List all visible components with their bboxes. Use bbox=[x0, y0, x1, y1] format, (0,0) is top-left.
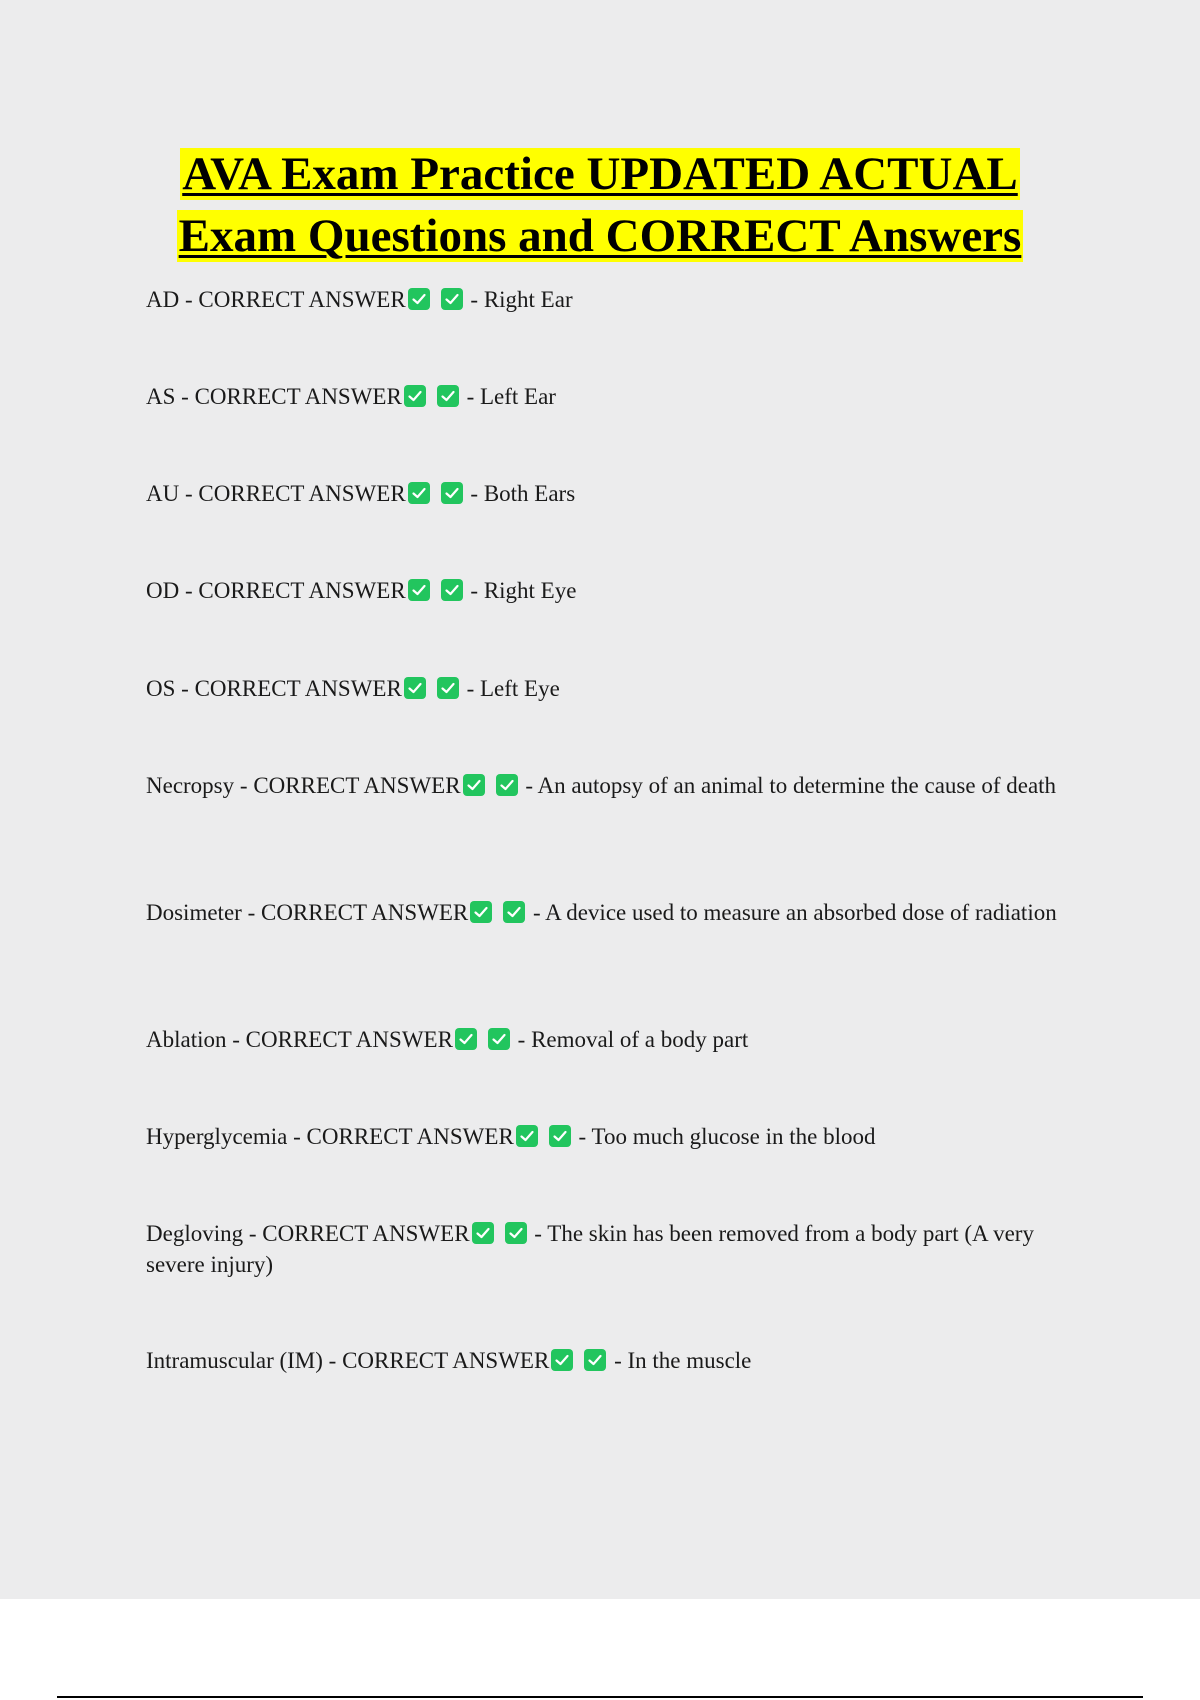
check-mark-icon bbox=[441, 579, 463, 601]
check-mark-icon bbox=[470, 901, 492, 923]
entry-label: CORRECT ANSWER bbox=[306, 1124, 514, 1149]
check-mark-icon bbox=[408, 288, 430, 310]
check-mark-icon bbox=[549, 1125, 571, 1147]
check-mark-icon bbox=[455, 1028, 477, 1050]
check-mark-icon bbox=[441, 288, 463, 310]
check-mark-icon bbox=[404, 385, 426, 407]
entry-label: CORRECT ANSWER bbox=[198, 578, 406, 603]
entry-term: OD bbox=[146, 578, 180, 603]
entry-label: CORRECT ANSWER bbox=[342, 1348, 550, 1373]
entry-definition: - Too much glucose in the blood bbox=[578, 1124, 876, 1149]
check-mark-icon bbox=[408, 579, 430, 601]
entry-definition: - Removal of a body part bbox=[517, 1027, 749, 1052]
entry-definition: - The skin has been removed from a body part (A very severe injury) bbox=[146, 1221, 1034, 1277]
check-mark-icon bbox=[488, 1028, 510, 1050]
check-mark-icon bbox=[505, 1222, 527, 1244]
check-mark-icon bbox=[463, 774, 485, 796]
entry-term: OS bbox=[146, 676, 176, 701]
check-mark-icon bbox=[408, 482, 430, 504]
qa-entry: Ablation - CORRECT ANSWER - Removal of a body part bbox=[146, 1027, 749, 1052]
document-title bbox=[0, 143, 1200, 267]
entry-term: AS bbox=[146, 384, 176, 409]
entry-label: CORRECT ANSWER bbox=[194, 676, 402, 701]
entry-definition: - An autopsy of an animal to determine the cause of death bbox=[525, 773, 1057, 798]
entry-label: CORRECT ANSWER bbox=[198, 481, 406, 506]
entry-label: CORRECT ANSWER bbox=[198, 287, 406, 312]
qa-entry: Intramuscular (IM) - CORRECT ANSWER - In the muscle bbox=[146, 1348, 752, 1373]
entry-definition: - Left Ear bbox=[466, 384, 556, 409]
entry-label: CORRECT ANSWER bbox=[194, 384, 402, 409]
qa-entry: AU - CORRECT ANSWER - Both Ears bbox=[146, 481, 576, 506]
title-line-1: AVA Exam Practice UPDATED ACTUAL bbox=[182, 148, 1018, 200]
check-mark-icon bbox=[503, 901, 525, 923]
qa-entry: OS - CORRECT ANSWER - Left Eye bbox=[146, 676, 560, 701]
check-mark-icon bbox=[441, 482, 463, 504]
entry-term: AD bbox=[146, 287, 180, 312]
qa-entry: Necropsy - CORRECT ANSWER - An autopsy of an animal to determine the cause of death bbox=[146, 773, 1057, 798]
entry-term: AU bbox=[146, 481, 180, 506]
check-mark-icon bbox=[516, 1125, 538, 1147]
qa-entry: Dosimeter - CORRECT ANSWER - A device used to measure an absorbed dose of radiation bbox=[146, 900, 1057, 925]
entry-definition: - In the muscle bbox=[614, 1348, 752, 1373]
qa-entry: OD - CORRECT ANSWER - Right Eye bbox=[146, 578, 577, 603]
check-mark-icon bbox=[472, 1222, 494, 1244]
entry-label: CORRECT ANSWER bbox=[253, 773, 461, 798]
entry-term: Hyperglycemia bbox=[146, 1124, 288, 1149]
entry-definition: - A device used to measure an absorbed dose of radiation bbox=[532, 900, 1057, 925]
entry-definition: - Right Ear bbox=[470, 287, 573, 312]
title-line-2: Exam Questions and CORRECT Answers bbox=[178, 210, 1022, 262]
check-mark-icon bbox=[437, 677, 459, 699]
qa-entry: AD - CORRECT ANSWER - Right Ear bbox=[146, 287, 573, 312]
entry-term: Intramuscular (IM) bbox=[146, 1348, 323, 1373]
entry-term: Ablation bbox=[146, 1027, 227, 1052]
entry-definition: - Both Ears bbox=[470, 481, 576, 506]
entry-term: Necropsy bbox=[146, 773, 235, 798]
page-divider bbox=[57, 1696, 1143, 1698]
qa-entry: Degloving - CORRECT ANSWER - The skin has been removed from a body part (A very severe injury) bbox=[146, 1221, 1034, 1277]
entry-label: CORRECT ANSWER bbox=[245, 1027, 453, 1052]
entry-term: Degloving bbox=[146, 1221, 244, 1246]
check-mark-icon bbox=[584, 1349, 606, 1371]
check-mark-icon bbox=[437, 385, 459, 407]
entry-definition: - Left Eye bbox=[466, 676, 560, 701]
qa-entry: AS - CORRECT ANSWER - Left Ear bbox=[146, 384, 556, 409]
qa-entry: Hyperglycemia - CORRECT ANSWER - Too much glucose in the blood bbox=[146, 1124, 876, 1149]
check-mark-icon bbox=[496, 774, 518, 796]
check-mark-icon bbox=[551, 1349, 573, 1371]
entry-label: CORRECT ANSWER bbox=[262, 1221, 470, 1246]
entry-label: CORRECT ANSWER bbox=[260, 900, 469, 925]
entry-term: Dosimeter bbox=[146, 900, 242, 925]
check-mark-icon bbox=[404, 677, 426, 699]
entry-definition: - Right Eye bbox=[470, 578, 577, 603]
